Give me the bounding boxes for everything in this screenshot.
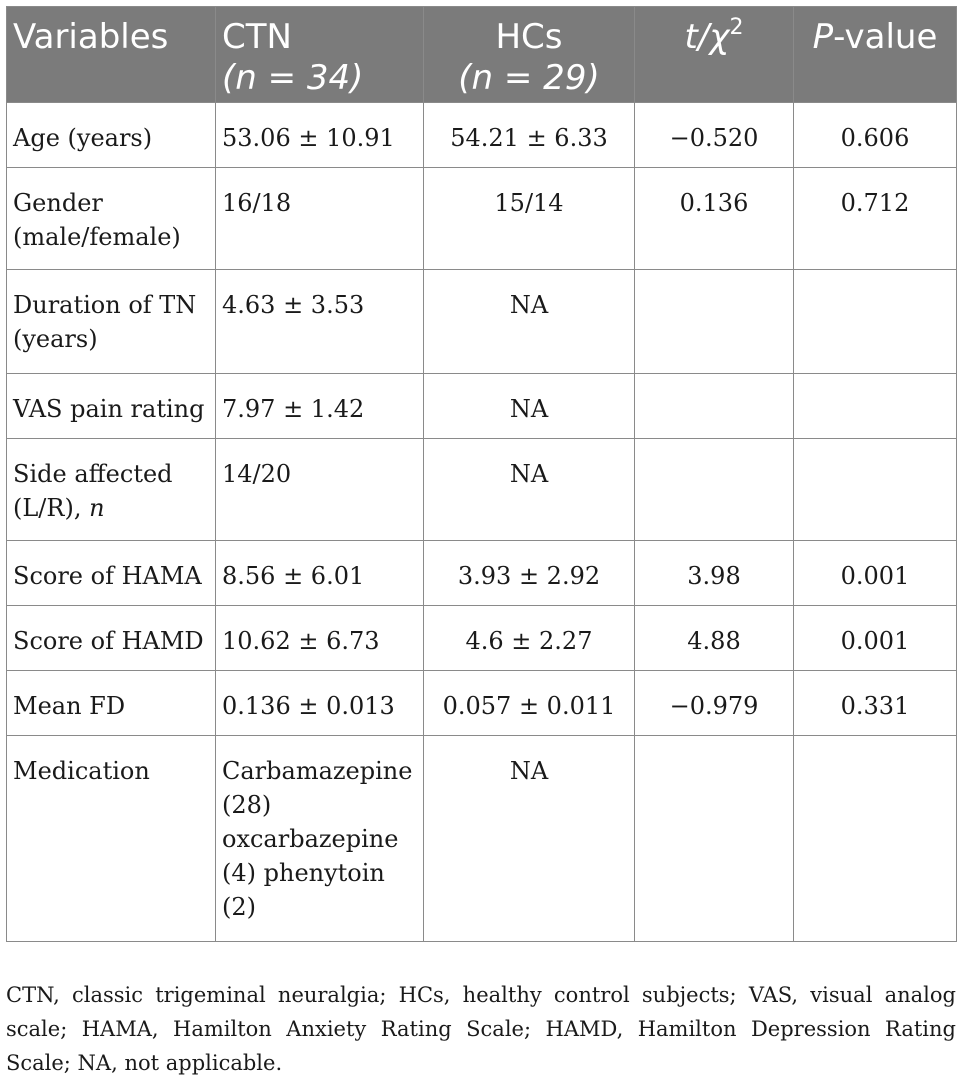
cell-p: 0.606 bbox=[794, 103, 957, 168]
cell-variable: Mean FD bbox=[7, 671, 216, 736]
cell-p bbox=[794, 439, 957, 541]
cell-ctn: 4.63 ± 3.53 bbox=[216, 270, 424, 374]
cell-p bbox=[794, 374, 957, 439]
cell-hcs: 4.6 ± 2.27 bbox=[424, 606, 635, 671]
header-statistic: $t/\chi^2$ bbox=[635, 7, 794, 103]
cell-ctn: 14/20 bbox=[216, 439, 424, 541]
header-hcs-n: (n = 29) bbox=[458, 58, 600, 98]
cell-hcs: NA bbox=[424, 736, 635, 942]
demographics-table bbox=[6, 6, 957, 942]
cell-ctn: 16/18 bbox=[216, 168, 424, 270]
cell-p bbox=[794, 736, 957, 942]
cell-ctn: Carbamazepine (28) oxcarbazepine (4) phenytoin (2) bbox=[216, 736, 424, 942]
cell-hcs: NA bbox=[424, 439, 635, 541]
cell-ctn: 8.56 ± 6.01 bbox=[216, 541, 424, 606]
table-row bbox=[7, 671, 957, 736]
cell-stat bbox=[635, 439, 794, 541]
table-footnote: CTN, classic trigeminal neuralgia; HCs, healthy control subjects; VAS, visual analog scale; HAMA, Hamilton Anxiety Rating Scale; HAMD, Hamilton Depression Rating Scale; NA, not applicable. bbox=[6, 983, 956, 1075]
header-variables: Variables bbox=[7, 7, 216, 103]
cell-ctn: 10.62 ± 6.73 bbox=[216, 606, 424, 671]
table-row bbox=[7, 270, 957, 374]
cell-stat: 3.98 bbox=[635, 541, 794, 606]
cell-variable: Side affected (L/R), n bbox=[7, 439, 216, 541]
cell-variable: Score of HAMD bbox=[7, 606, 216, 671]
cell-hcs: 0.057 ± 0.011 bbox=[424, 671, 635, 736]
cell-hcs: 54.21 ± 6.33 bbox=[424, 103, 635, 168]
cell-ctn: 0.136 ± 0.013 bbox=[216, 671, 424, 736]
cell-variable: Score of HAMA bbox=[7, 541, 216, 606]
cell-p: 0.001 bbox=[794, 606, 957, 671]
header-ctn: CTN (n = 34) bbox=[216, 7, 424, 103]
cell-stat bbox=[635, 270, 794, 374]
table-row bbox=[7, 541, 957, 606]
cell-p bbox=[794, 270, 957, 374]
table-row bbox=[7, 606, 957, 671]
table-row bbox=[7, 103, 957, 168]
table-row bbox=[7, 168, 957, 270]
header-hcs: HCs (n = 29) bbox=[424, 7, 635, 103]
cell-variable: Gender (male/female) bbox=[7, 168, 216, 270]
cell-stat: −0.520 bbox=[635, 103, 794, 168]
cell-variable: VAS pain rating bbox=[7, 374, 216, 439]
table-row bbox=[7, 736, 957, 942]
cell-variable: Age (years) bbox=[7, 103, 216, 168]
cell-ctn: 53.06 ± 10.91 bbox=[216, 103, 424, 168]
header-ctn-n: (n = 34) bbox=[222, 58, 364, 98]
cell-hcs: 15/14 bbox=[424, 168, 635, 270]
cell-stat: 4.88 bbox=[635, 606, 794, 671]
cell-variable: Medication bbox=[7, 736, 216, 942]
cell-stat: −0.979 bbox=[635, 671, 794, 736]
table-row bbox=[7, 439, 957, 541]
header-p-value: P-value bbox=[794, 7, 957, 103]
cell-p: 0.331 bbox=[794, 671, 957, 736]
cell-stat: 0.136 bbox=[635, 168, 794, 270]
table-container bbox=[6, 6, 956, 942]
cell-variable: Duration of TN (years) bbox=[7, 270, 216, 374]
table-header-row bbox=[7, 7, 957, 103]
cell-hcs: 3.93 ± 2.92 bbox=[424, 541, 635, 606]
cell-p: 0.712 bbox=[794, 168, 957, 270]
cell-p: 0.001 bbox=[794, 541, 957, 606]
cell-stat bbox=[635, 736, 794, 942]
cell-hcs: NA bbox=[424, 374, 635, 439]
cell-stat bbox=[635, 374, 794, 439]
cell-hcs: NA bbox=[424, 270, 635, 374]
cell-ctn: 7.97 ± 1.42 bbox=[216, 374, 424, 439]
table-row bbox=[7, 374, 957, 439]
